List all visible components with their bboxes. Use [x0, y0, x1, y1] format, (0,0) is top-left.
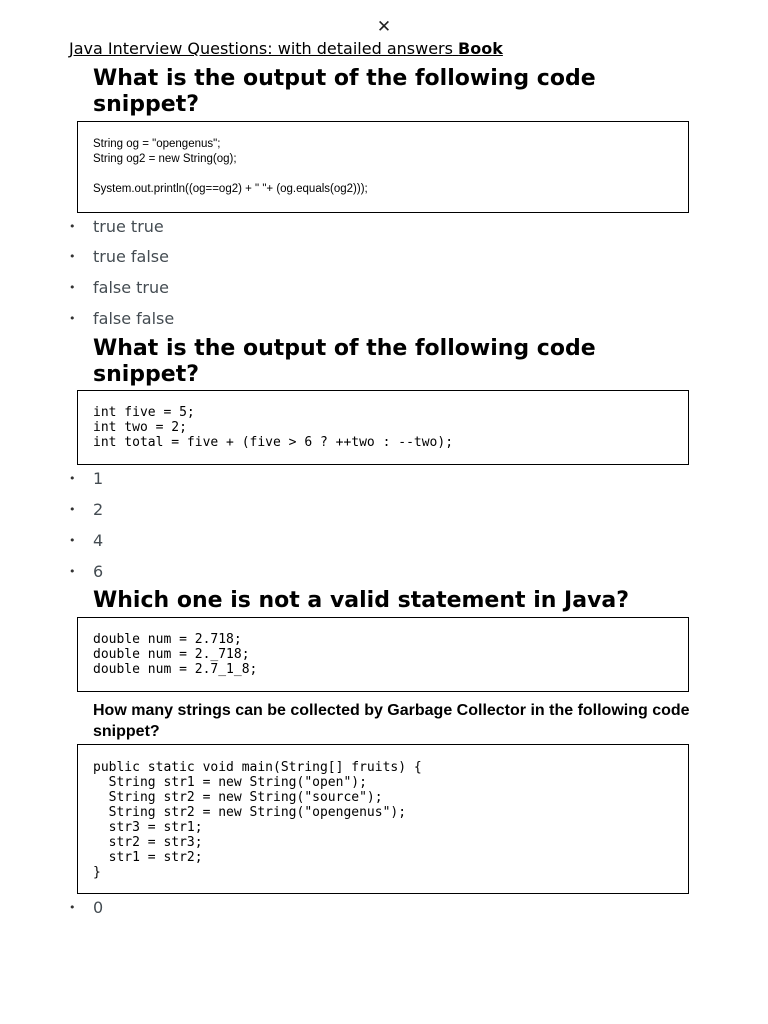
code-line: str2 = str3;: [93, 835, 203, 850]
bullet-icon: •: [69, 312, 76, 325]
answer-option-label: 0: [93, 898, 104, 917]
answer-option-label: true true: [93, 217, 164, 236]
close-button[interactable]: [376, 16, 392, 38]
answer-option[interactable]: [69, 561, 469, 583]
book-link[interactable]: [69, 39, 503, 59]
book-link-text: Java Interview Questions: with detailed answers: [69, 39, 453, 58]
answer-option-label: false false: [93, 309, 175, 328]
code-block: [77, 390, 689, 465]
code-line: int two = 2;: [93, 420, 187, 435]
question-title: How many strings can be collected by Garbage Collector in the following code snippet?: [93, 702, 690, 740]
code-line: String og = "opengenus";: [93, 138, 221, 150]
code-line: System.out.println((og==og2) + " "+ (og.equals(og2)));: [93, 183, 368, 195]
code-block: [77, 744, 689, 894]
answer-option[interactable]: [69, 530, 469, 552]
answer-option-label: 1: [93, 469, 104, 488]
code-line: double num = 2._718;: [93, 647, 250, 662]
code-line: int total = five + (five > 6 ? ++two : --two);: [93, 435, 454, 450]
answer-option[interactable]: [69, 468, 469, 490]
code-line: str3 = str1;: [93, 820, 203, 835]
code-line: public static void main(String[] fruits) {: [93, 760, 422, 775]
answer-option[interactable]: [69, 897, 469, 919]
code-block: [77, 617, 689, 692]
question-title: What is the output of the following code snippet?: [93, 336, 596, 387]
answer-option-label: true false: [93, 247, 169, 266]
bullet-icon: •: [69, 281, 76, 294]
answer-option[interactable]: [69, 308, 469, 330]
answer-option-label: false true: [93, 278, 169, 297]
code-line: double num = 2.718;: [93, 632, 242, 647]
bullet-icon: •: [69, 503, 76, 516]
answer-option-label: 6: [93, 562, 104, 581]
code-block: [77, 121, 689, 213]
bullet-icon: •: [69, 534, 76, 547]
bullet-icon: •: [69, 901, 76, 914]
code-line: String str1 = new String("open");: [93, 775, 367, 790]
code-line: [93, 167, 673, 182]
bullet-icon: •: [69, 250, 76, 263]
code-line: str1 = str2;: [93, 850, 203, 865]
question-title: What is the output of the following code snippet?: [93, 66, 596, 117]
answer-option-label: 2: [93, 500, 104, 519]
question-title: Which one is not a valid statement in Java?: [93, 588, 630, 613]
code-line: String str2 = new String("source");: [93, 790, 383, 805]
code-line: String og2 = new String(og);: [93, 153, 237, 165]
code-line: double num = 2.7_1_8;: [93, 662, 258, 677]
close-icon: ✕: [376, 17, 392, 37]
answer-option[interactable]: [69, 216, 469, 238]
answer-option-label: 4: [93, 531, 104, 550]
answer-option[interactable]: [69, 499, 469, 521]
code-line: String str2 = new String("opengenus");: [93, 805, 407, 820]
code-line: int five = 5;: [93, 405, 195, 420]
code-line: }: [93, 865, 101, 880]
bullet-icon: •: [69, 472, 76, 485]
answer-option[interactable]: [69, 246, 469, 268]
answer-option[interactable]: [69, 277, 469, 299]
book-link-bold: Book: [458, 39, 503, 58]
bullet-icon: •: [69, 220, 76, 233]
bullet-icon: •: [69, 565, 76, 578]
